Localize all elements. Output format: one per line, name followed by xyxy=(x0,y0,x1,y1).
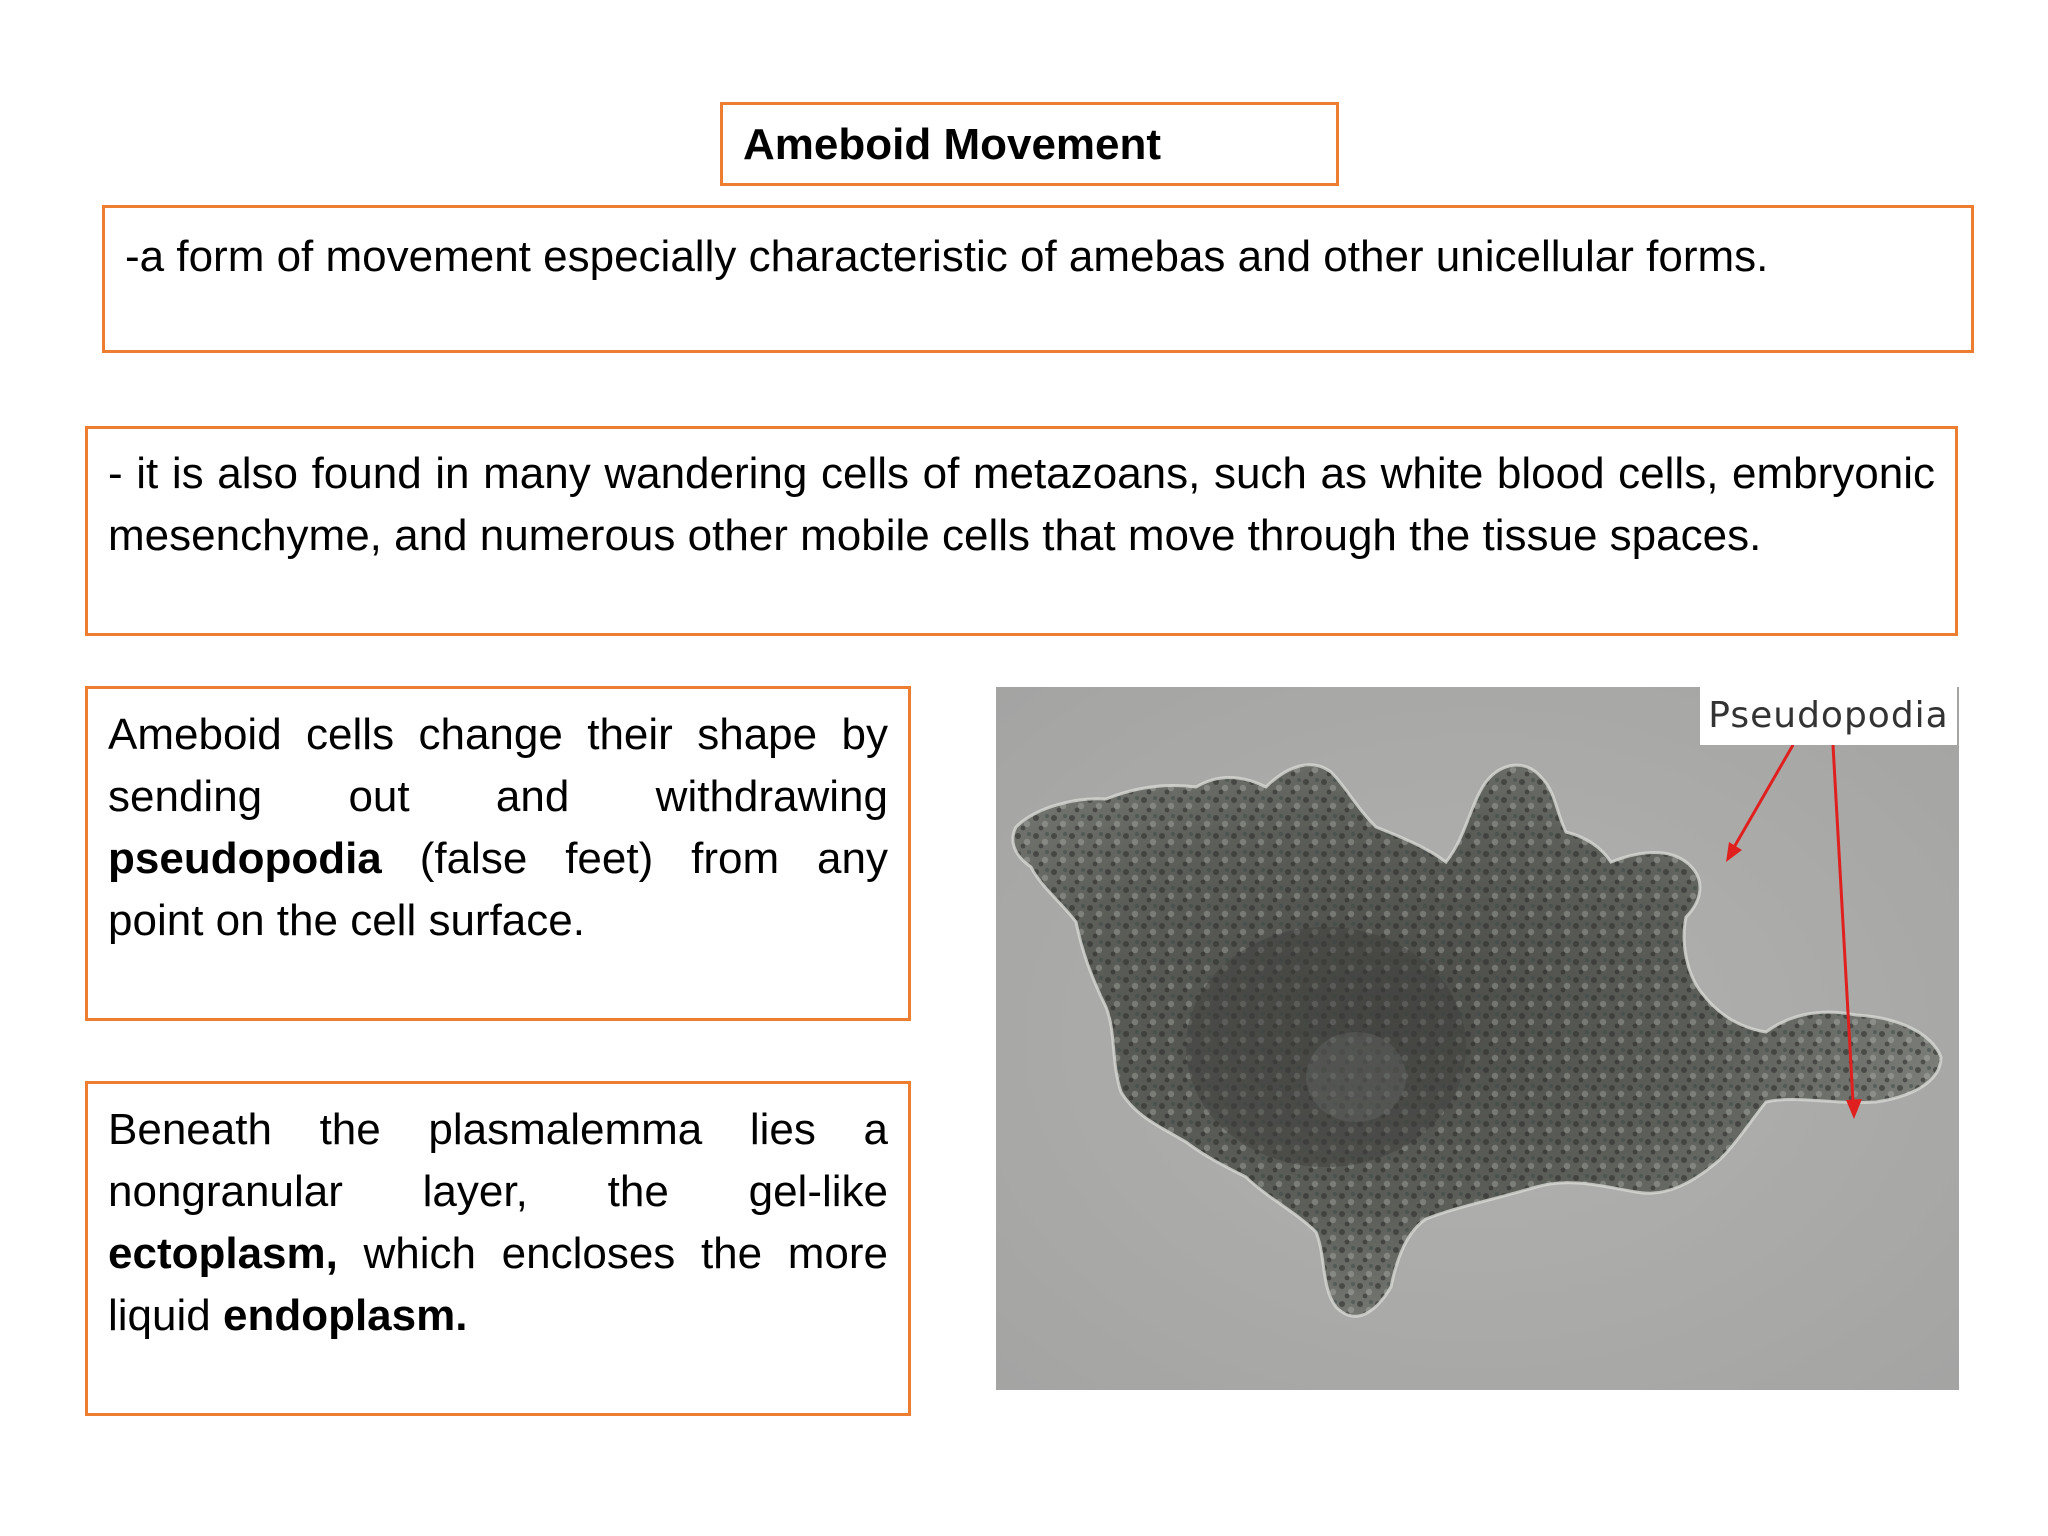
occurrence-text: - it is also found in many wandering cells of metazoans, such as white blood cells, embryonic mesenchyme, and numerous other mobile cells that move through the tissue spaces. xyxy=(108,449,1935,560)
endoplasm-term: endoplasm. xyxy=(222,1291,468,1340)
ectoplasm-box xyxy=(85,1081,911,1416)
ectoplasm-text-middle: which encloses the more liquid xyxy=(108,1229,888,1340)
pseudopodia-text-before: Ameboid cells change their shape by sending out and withdrawing xyxy=(108,710,888,821)
slide-title: Ameboid Movement xyxy=(743,120,1162,169)
pseudopodia-label: Pseudopodia xyxy=(1700,687,1957,745)
ameba-illustration xyxy=(996,687,1959,1390)
pseudopodia-box xyxy=(85,686,911,1021)
occurrence-box xyxy=(85,426,1958,636)
definition-text: -a form of movement especially characteristic of amebas and other unicellular forms. xyxy=(125,232,1769,281)
title-box xyxy=(720,102,1339,186)
definition-box xyxy=(102,205,1974,353)
pseudopodia-paragraph xyxy=(108,704,888,952)
ameba-micrograph xyxy=(996,687,1959,1390)
pseudopodia-term: pseudopodia xyxy=(108,834,382,883)
ectoplasm-text-before: Beneath the plasmalemma lies a nongranular layer, the gel-like xyxy=(108,1105,888,1216)
ectoplasm-term: ectoplasm, xyxy=(108,1229,338,1278)
ectoplasm-paragraph xyxy=(108,1099,888,1347)
pseudopodia-text-after: (false feet) from any point on the cell surface. xyxy=(108,834,888,945)
